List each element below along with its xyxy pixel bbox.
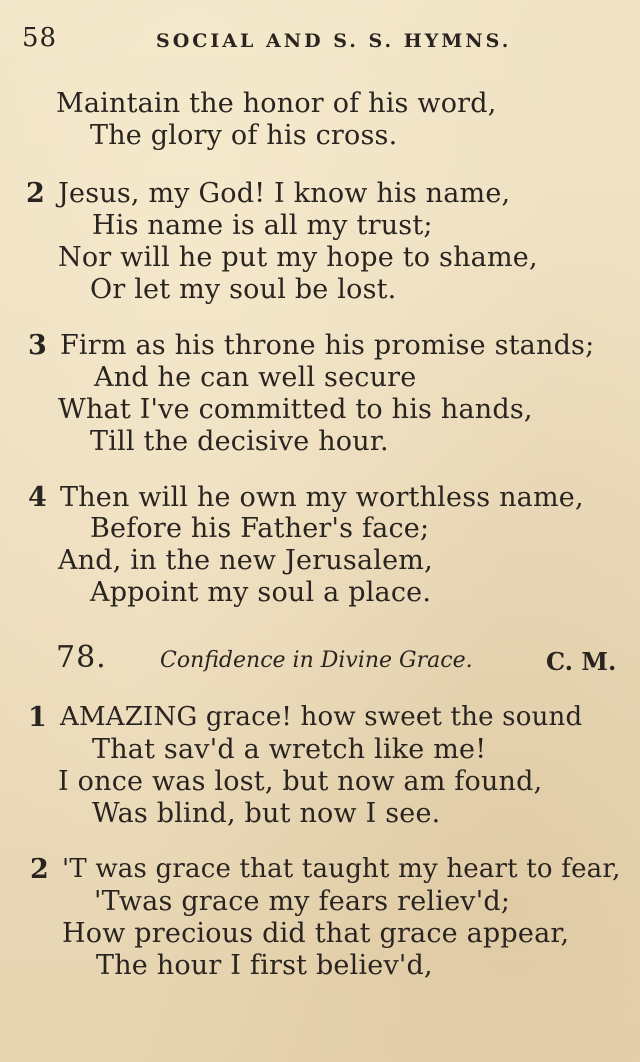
hymn-meter: C. M. [546,647,617,676]
verse-line: Till the decisive hour. [90,426,389,457]
verse-line: Jesus, my God! I know his name, [58,178,511,209]
carryover-line: The glory of his cross. [90,120,398,151]
stanza-number: 1 [28,702,47,733]
hymn-number: 78. [56,640,107,675]
verse-line: The hour I first believ'd, [96,950,433,981]
page-number: 58 [22,23,58,53]
verse-line: Or let my soul be lost. [90,274,397,305]
verse-line: His name is all my trust; [92,210,433,241]
verse-line: Before his Father's face; [90,513,430,544]
verse-line: AMAZING grace! how sweet the sound [60,702,583,732]
page-header [0,0,640,60]
stanza-number: 4 [28,482,47,513]
verse-line: How precious did that grace appear, [62,918,570,949]
verse-line: Then will he own my worthless name, [60,482,584,513]
verse-line: 'Twas grace my fears reliev'd; [94,886,511,917]
stanza-number: 2 [30,854,49,885]
stanza-number: 2 [26,178,45,209]
verse-line: Nor will he put my hope to shame, [58,242,538,273]
verse-line: I once was lost, but now am found, [58,766,543,797]
verse-line: What I've committed to his hands, [58,394,533,425]
verse-line: Firm as his throne his promise stands; [60,330,595,361]
carryover-line: Maintain the honor of his word, [56,88,497,119]
hymn-title: Confidence in Divine Grace. [160,648,473,673]
verse-line: And, in the new Jerusalem, [58,545,433,576]
verse-line: Appoint my soul a place. [90,577,432,608]
verse-line: That sav'd a wretch like me! [92,734,487,765]
stanza-number: 3 [28,330,47,361]
verse-line: And he can well secure [94,362,417,393]
verse-line: Was blind, but now I see. [92,798,441,829]
running-head: SOCIAL AND S. S. HYMNS. [156,30,512,52]
verse-line: 'T was grace that taught my heart to fear, [62,854,621,884]
